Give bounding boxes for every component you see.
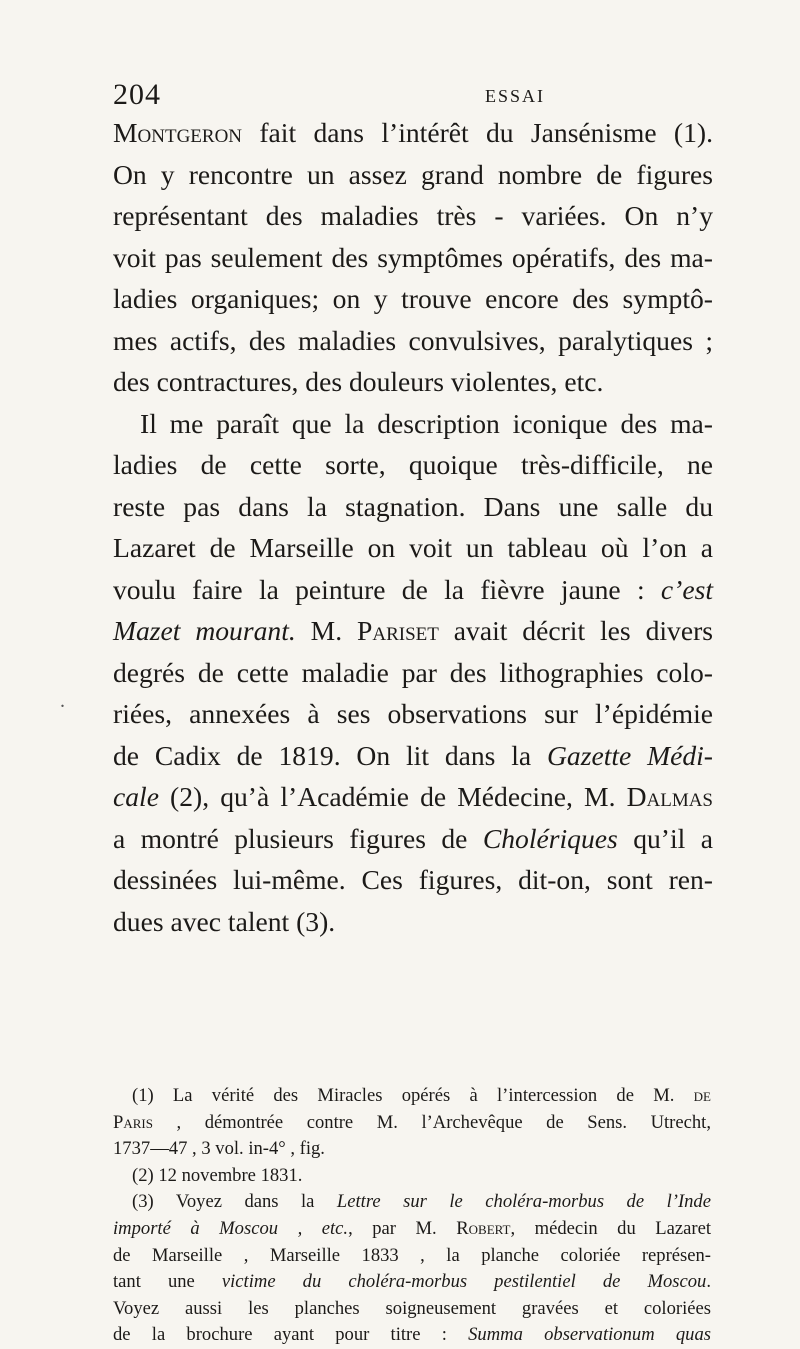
author-name-pariset: Pariset [357,615,439,646]
journal-title: cale [113,781,159,812]
journal-title: Gazette Médi- [546,739,713,771]
italic-phrase: Cholériques [482,822,618,854]
text-line: dues avec talent (3). [113,905,336,937]
text-line: On y rencontre un assez grand nombre de figures [113,158,713,190]
footnote-line: 1737—47 , 3 vol. in-4° , fig. [113,1138,325,1160]
text-line: ladies organiques; on y trouve encore des symptô- [113,283,713,314]
text-line: de Cadix de 1819. On lit dans la Gazette Médi- [113,739,713,771]
main-text [113,112,713,942]
text-line: Mazet mourant. M. Pariset avait décrit les divers [113,615,714,646]
text-line: a montré plusieurs figures de Cholériques qu’il a [113,822,713,854]
text-line: reste pas dans la stagnation. Dans une salle du [113,490,713,522]
text-line: voulu faire la peinture de la fièvre jaune : c’est [113,573,713,605]
page-number: 204 [113,78,161,111]
text-line: dessinées lui-même. Ces figures, dit-on, sont ren- [113,864,713,895]
footnote-line: de la brochure ayant pour titre : Summa observationum quas [113,1324,711,1346]
running-head: ESSAI [485,86,546,106]
text-line: Il me paraît que la description iconique des ma- [140,407,713,439]
author-name-dalmas: Dalmas [626,781,713,812]
footnote-line: Paris , démontrée contre M. l’Archevêque de Sens. Utrecht, [113,1111,711,1133]
text-line: degrés de cette maladie par des lithographies colo- [113,656,713,688]
margin-mark: . [60,690,65,712]
italic-phrase: Mazet mourant. [113,615,296,646]
footnote-line: tant une victime du choléra-morbus pestilentiel de Moscou. [113,1271,711,1293]
text-line: représentant des maladies très - variées. On n’y [113,200,713,231]
text-line: riées, annexées à ses observations sur l’épidémie [113,698,713,729]
text-line: cale (2), qu’à l’Académie de Médecine, M. Dalmas [113,781,713,812]
author-name-montgeron: Montgeron [113,117,243,148]
text-line: Lazaret de Marseille on voit un tableau où l’on a [113,532,713,563]
text-line: mes actifs, des maladies convulsives, paralytiques ; [113,324,713,356]
text-line: des contractures, des douleurs violentes, etc. [113,366,604,397]
italic-phrase: c’est [660,573,713,605]
text-line: ladies de cette sorte, quoique très-difficile, ne [113,449,713,480]
footnote-line: (1) La vérité des Miracles opérés à l’intercession de M. de [132,1085,711,1106]
footnote-line: (2) 12 novembre 1831. [132,1164,303,1186]
footnote-line: de Marseille , Marseille 1833 , la planche coloriée représen- [113,1244,711,1266]
footnote-line: Voyez aussi les planches soigneusement gravées et coloriées [113,1297,711,1319]
text-line: voit pas seulement des symptômes opératifs, des ma- [113,241,713,273]
footnote-line: importé à Moscou , etc., par M. Robert, médecin du Lazaret [113,1217,711,1239]
footnote-line: (3) Voyez dans la Lettre sur le choléra-morbus de l’Inde [132,1191,711,1213]
text-line: Montgeron fait dans l’intérêt du Jansénisme (1). [113,117,713,148]
footnotes [113,1083,711,1349]
